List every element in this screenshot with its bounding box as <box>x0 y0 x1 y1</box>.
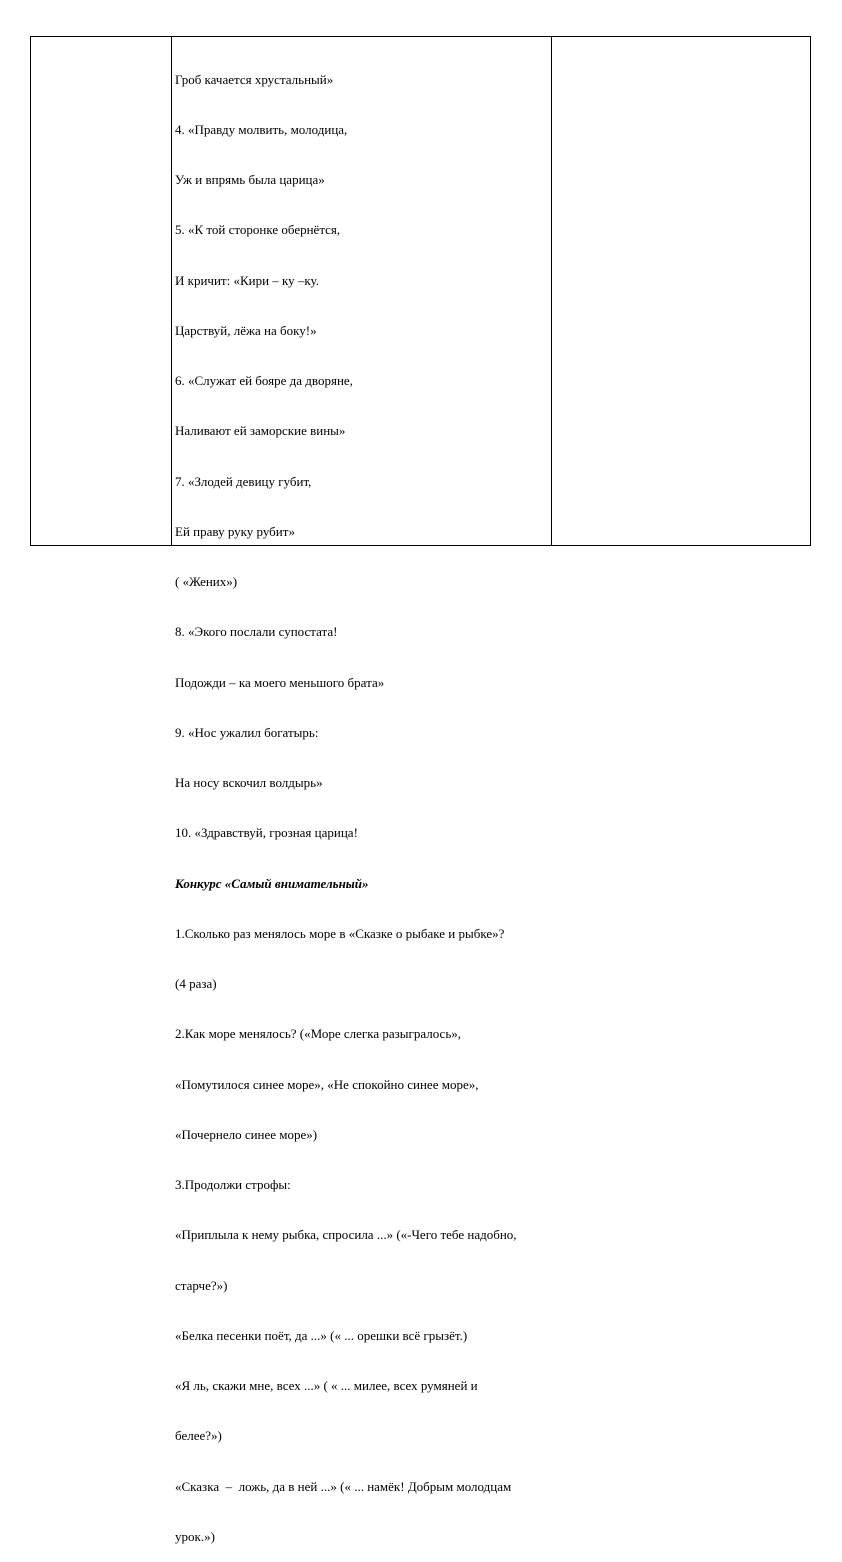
text-line: «Приплыла к нему рыбка, спросила ...» («-Чего тебе надобно, <box>175 1227 517 1243</box>
column-divider-right <box>551 37 552 545</box>
text-line: Ей праву руку рубит» <box>175 523 295 539</box>
column-divider-left <box>171 37 172 545</box>
text-line: 5. «К той сторонке обернётся, <box>175 222 341 238</box>
text-line: «Почернело синее море») <box>175 1126 318 1142</box>
text-line: 6. «Служат ей бояре да дворяне, <box>175 373 353 388</box>
text-line: «Белка песенки поёт, да ...» (« ... орешки всё грызёт.) <box>175 1327 468 1343</box>
text-line: 9. «Нос ужалил богатырь: <box>175 724 319 740</box>
text-line: 10. «Здравствуй, грозная царица! <box>175 825 358 841</box>
text-line: «Я ль, скажи мне, всех ...» ( « ... милее, всех румяней и <box>175 1378 478 1393</box>
text-line: Уж и впрямь была царица» <box>175 172 325 187</box>
text-line: старче?») <box>175 1277 228 1293</box>
text-line: белее?») <box>175 1428 222 1444</box>
text-line: ( «Жених») <box>175 574 238 589</box>
text-line: урок.») <box>175 1528 215 1544</box>
text-line: На носу вскочил волдырь» <box>175 775 323 790</box>
text-line: 7. «Злодей девицу губит, <box>175 473 312 489</box>
text-line: Наливают ей заморские вины» <box>175 423 346 439</box>
text-line: 8. «Экого послали супостата! <box>175 624 338 640</box>
text-line: 2.Как море менялось? («Море слегка разыгралось», <box>175 1026 461 1042</box>
text-line: «Сказка – ложь, да в ней ...» (« ... намёк! Добрым молодцам <box>175 1478 512 1494</box>
text-line: (4 раза) <box>175 976 217 991</box>
text-line: 4. «Правду молвить, молодица, <box>175 121 348 137</box>
text-line: Подожди – ка моего меньшого брата» <box>175 674 385 690</box>
text-line: Гроб качается хрустальный» <box>175 71 334 87</box>
text-line: 1.Сколько раз менялось море в «Сказке о рыбаке и рыбке»? <box>175 925 505 941</box>
text-line: «Помутилося синее море», «Не спокойно синее море», <box>175 1076 479 1092</box>
section-heading: Конкурс «Самый внимательный» <box>175 875 369 891</box>
text-line: Царствуй, лёжа на боку!» <box>175 322 317 338</box>
text-line: И кричит: «Кири – ку –ку. <box>175 272 319 288</box>
middle-cell-text <box>175 38 547 1562</box>
text-line: 3.Продолжи строфы: <box>175 1177 291 1192</box>
